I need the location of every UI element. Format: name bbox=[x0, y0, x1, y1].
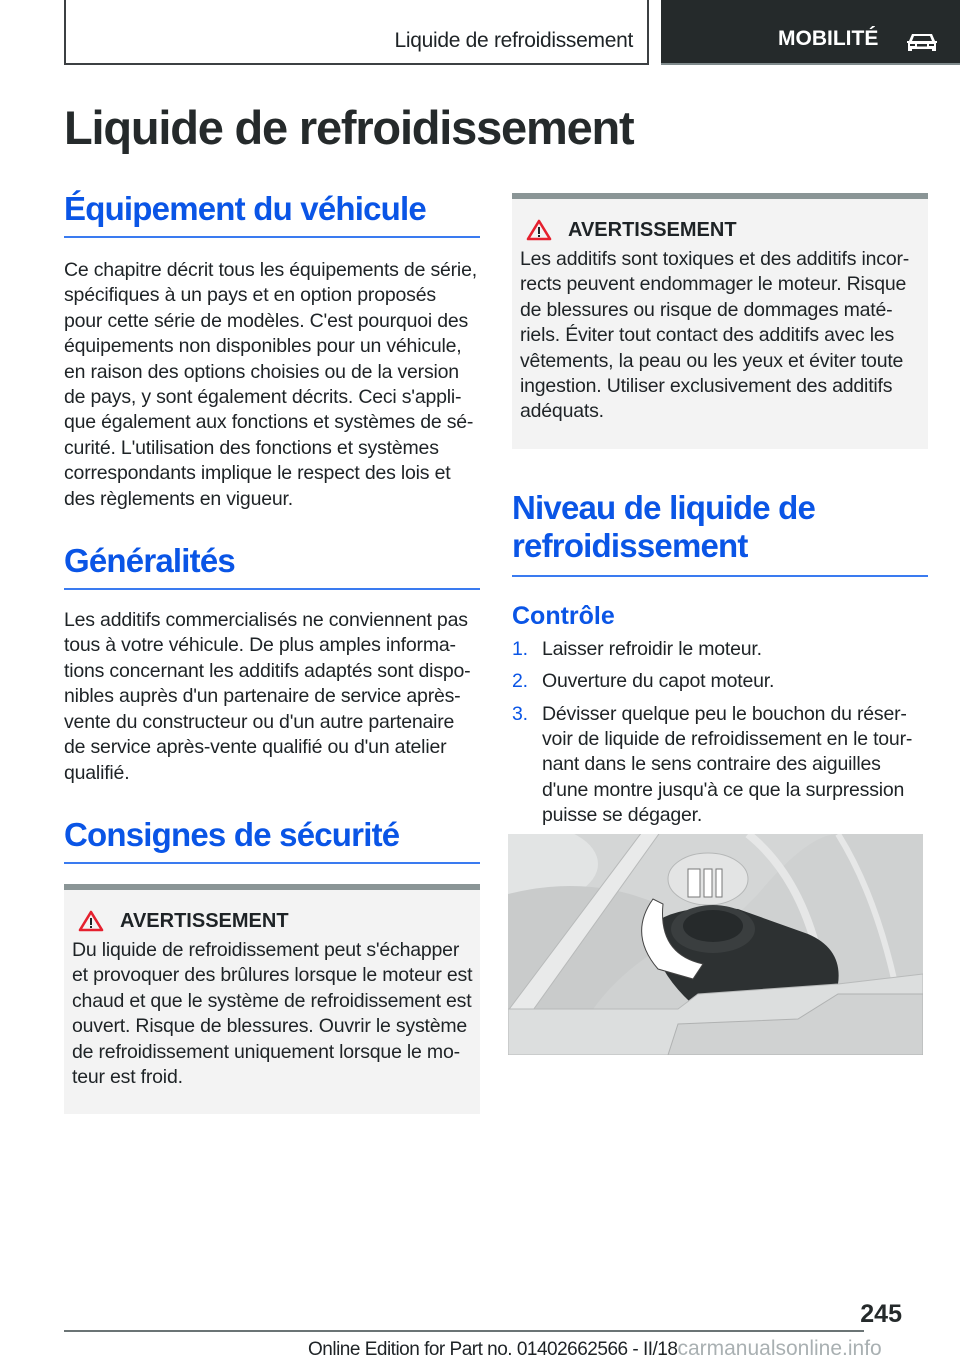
heading-equipment: Équipement du véhicule bbox=[64, 190, 480, 238]
footer-edition: Online Edition for Part no. 01402662566 - II/18carmanualsonline.info bbox=[308, 1337, 882, 1360]
heading-coolant-level: Niveau de liquide de refroidissement bbox=[512, 489, 928, 577]
heading-safety: Consignes de sécurité bbox=[64, 816, 480, 864]
watermark: carmanualsonline.info bbox=[677, 1337, 882, 1360]
steps-list bbox=[512, 637, 928, 829]
car-icon bbox=[906, 30, 938, 54]
warning-box: AVERTISSEMENT Du liquide de refroidissement peut s'échapper et provoquer des brûlures lorsque le moteur est chaud et que le système de refroidissement est ouvert. Risque de blessures. Ouvrir le système de refroidissement uniquement lorsque le mo- teur est froid. bbox=[64, 884, 480, 1114]
list-item: 1. Laisser refroidir le moteur. bbox=[512, 637, 762, 660]
coolant-reservoir-image bbox=[508, 834, 923, 1055]
chapter-tab bbox=[661, 0, 960, 65]
warning-triangle-icon bbox=[526, 219, 552, 241]
list-item: 2. Ouverture du capot moteur. bbox=[512, 670, 775, 693]
page-number: 245 bbox=[860, 1300, 902, 1328]
list-item: 3. Dévisser quelque peu le bouchon du réser- voir de liquide de refroidissement en le tour- nant dans le sens contraire des aiguilles d'une montre jusqu'à ce que la surpression puisse se dégager. bbox=[512, 702, 913, 827]
section-title: Liquide de refroidissement bbox=[394, 29, 633, 52]
warning-title: AVERTISSEMENT bbox=[72, 908, 472, 934]
heading-general: Généralités bbox=[64, 542, 480, 590]
page-title: Liquide de refroidissement bbox=[64, 101, 634, 154]
warning-title: AVERTISSEMENT bbox=[520, 217, 920, 243]
warning-box-additives: AVERTISSEMENT Les additifs sont toxiques et des additifs incor- rects peuvent endommager le moteur. Risque de blessures ou risque de dommages maté- riels. Éviter tout contact des additifs avec les vêtements, la peau ou les yeux et éviter toute ingestion. Utiliser exclusivement des additifs adéquats. bbox=[512, 193, 928, 449]
equipment-text: Ce chapitre décrit tous les équipements de série, spécifiques à un pays et en option proposés pour cette série de modèles. C'est pourquoi des équipements non disponibles pour un véhicule, en raison des options choisies ou de la version de pays, y sont également décrits. Ceci s'appli- que également aux fonctions et systèmes de sé- curité. L'utilisation des fonctions et systèmes correspondants implique le respect des lois et des règlements en vigueur. bbox=[64, 259, 477, 510]
coolant-cap-illustration bbox=[508, 834, 923, 1055]
chapter-label: MOBILITÉ bbox=[778, 27, 879, 50]
right-column bbox=[512, 193, 928, 836]
general-text: Les additifs commercialisés ne conviennent pas tous à votre véhicule. De plus amples informa- tions concernant les additifs adaptés sont dispo- nibles auprès d'un partenaire de service après- vente du constructeur ou d'un autre partenaire de service après-vente qualifié ou d'un atelier qualifié. bbox=[64, 609, 471, 784]
warning-triangle-icon bbox=[78, 910, 104, 932]
footer-divider bbox=[64, 1330, 864, 1332]
heading-check: Contrôle bbox=[512, 601, 615, 630]
left-column bbox=[64, 190, 480, 1114]
running-header-section bbox=[64, 0, 649, 65]
